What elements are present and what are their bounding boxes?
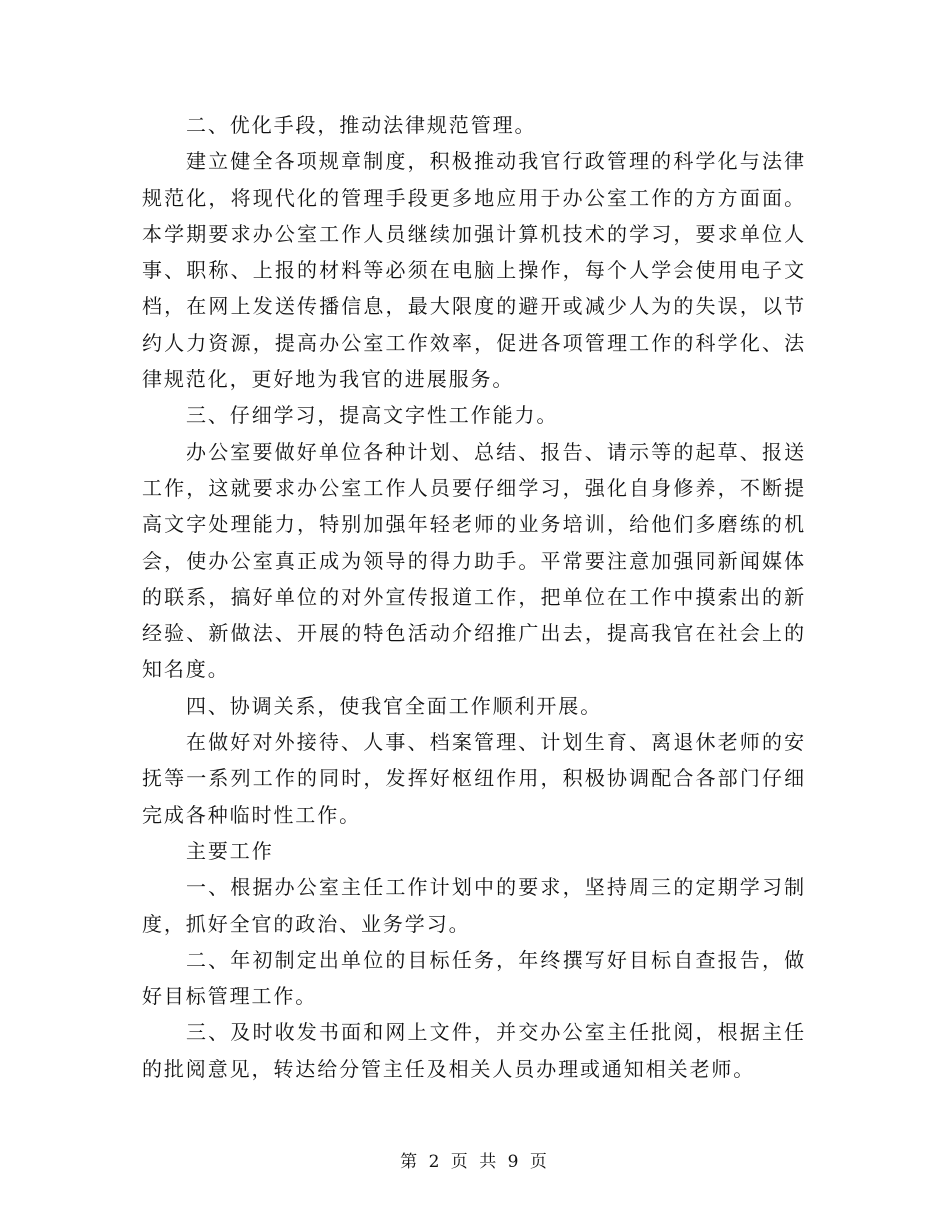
page-number-footer: 第 2 页 共 9 页: [400, 1152, 550, 1172]
heading-optimize-means: 二、优化手段，推动法律规范管理。: [186, 113, 537, 137]
heading-careful-study: 三、仔细学习，提高文字性工作能力。: [186, 403, 559, 428]
paragraph-target-tasks: 二、年初制定出单位的目标任务，年终撰写好目标自查报告，做好目标管理工作。: [142, 947, 806, 1009]
paragraph-document-handling: 三、及时收发书面和网上文件，并交办公室主任批阅，根据主任的批阅意见，转达给分管主任及相关人员办理或通知相关老师。: [142, 1020, 806, 1081]
heading-coordinate-relations: 四、协调关系，使我官全面工作顺利开展。: [186, 693, 603, 718]
paragraph-office-writing: 办公室要做好单位各种计划、总结、报告、请示等的起草、报送工作，这就要求办公室工作人员要仔细学习，强化自身修养，不断提高文字处理能力，特别加强年轻老师的业务培训，给他们多磨练的机会，使办公室真正成为领导的得力助手。平常要注意加强同新闻媒体的联系，搞好单位的对外宣传报道工作，把单位在工作中摸索出的新经验、新做法、开展的特色活动介绍推广出去，提高我官在社会上的知名度。: [142, 439, 806, 682]
paragraph-study-system: 一、根据办公室主任工作计划中的要求，坚持周三的定期学习制度，抓好全官的政治、业务学习。: [142, 875, 806, 936]
heading-main-work: 主要工作: [186, 838, 274, 863]
paragraph-rules-system: 建立健全各项规章制度，积极推动我官行政管理的科学化与法律规范化，将现代化的管理手段更多地应用于办公室工作的方方面面。本学期要求办公室工作人员继续加强计算机技术的学习，要求单位人事、职称、上报的材料等必须在电脑上操作，每个人学会使用电子文档，在网上发送传播信息，最大限度的避开或减少人为的失误，以节约人力资源，提高办公室工作效率，促进各项管理工作的科学化、法律规范化，更好地为我官的进展服务。: [142, 149, 806, 392]
document-body: [142, 107, 806, 1087]
paragraph-reception-work: 在做好对外接待、人事、档案管理、计划生育、离退休老师的安抚等一系列工作的同时，发挥好枢纽作用，积极协调配合各部门仔细完成各种临时性工作。: [142, 730, 806, 827]
